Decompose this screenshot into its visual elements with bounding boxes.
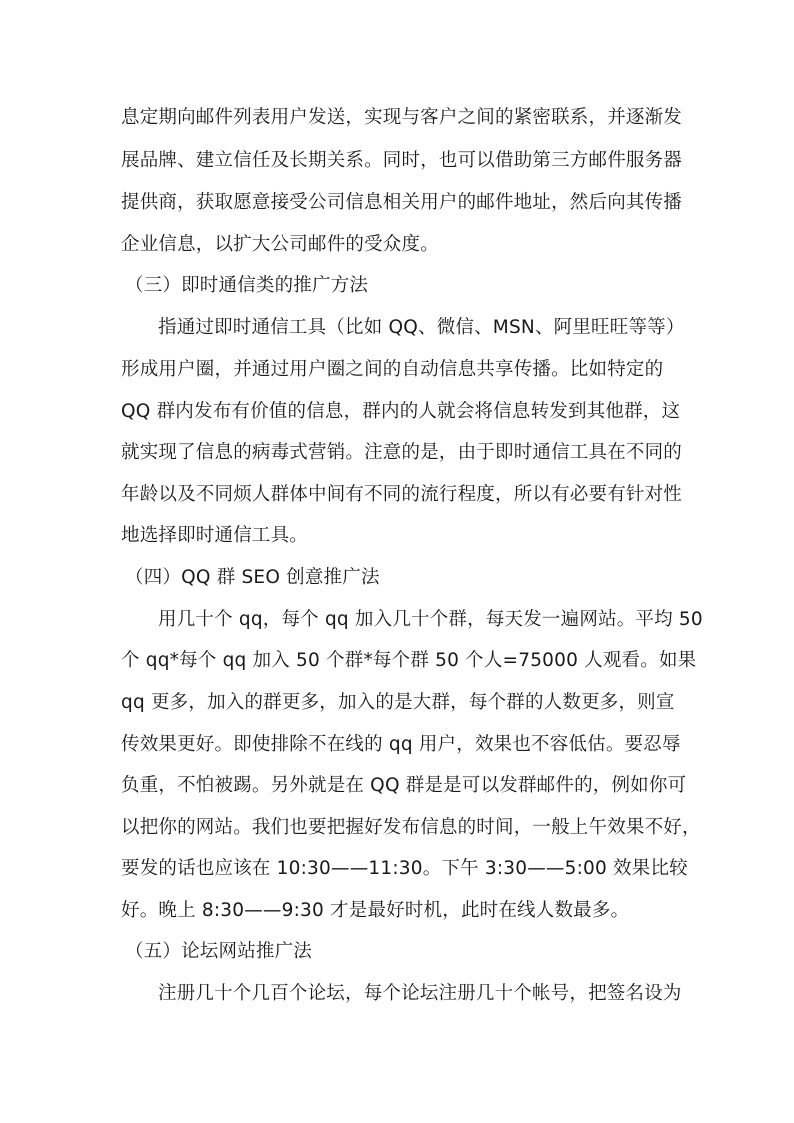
paragraph-line: 形成用户圈，并通过用户圈之间的自动信息共享传播。比如特定的 (121, 359, 664, 380)
section-heading: （三）即时通信类的推广方法 (125, 275, 369, 296)
paragraph-line: 以把你的网站。我们也要把握好发布信息的时间，一般上午效果不好， (121, 817, 701, 838)
paragraph-line: 就实现了信息的病毒式营销。注意的是，由于即时通信工具在不同的 (121, 442, 683, 463)
paragraph-line: 用几十个 qq，每个 qq 加入几十个群，每天发一遍网站。平均 50 (158, 609, 703, 630)
paragraph-line: 个 qq*每个 qq 加入 50 个群*每个群 50 个人=75000 人观看。如果 (121, 650, 697, 671)
paragraph-line: 要发的话也应该在 10:30——11:30。下午 3:30——5:00 效果比较 (121, 858, 688, 879)
paragraph-line: 息定期向邮件列表用户发送，实现与客户之间的紧密联系，并逐渐发 (121, 107, 683, 128)
paragraph-line: 好。晚上 8:30——9:30 才是最好时机，此时在线人数最多。 (121, 900, 630, 921)
paragraph-line: 指通过即时通信工具（比如 QQ、微信、MSN、阿里旺旺等等） (158, 317, 685, 338)
paragraph-line: 地选择即时通信工具。 (121, 525, 309, 546)
paragraph-line: 提供商，获取愿意接受公司信息相关用户的邮件地址，然后向其传播 (121, 192, 683, 213)
section-heading: （四）QQ 群 SEO 创意推广法 (125, 567, 380, 588)
paragraph-line: qq 更多，加入的群更多，加入的是大群，每个群的人数更多，则宣 (121, 692, 675, 713)
paragraph-line: 年龄以及不同烦人群体中间有不同的流行程度，所以有必要有针对性 (121, 484, 683, 505)
paragraph-line: 负重，不怕被踢。另外就是在 QQ 群是是可以发群邮件的，例如你可 (121, 775, 687, 796)
paragraph-line: 展品牌、建立信任及长期关系。同时，也可以借助第三方邮件服务器 (121, 150, 683, 171)
paragraph-line: QQ 群内发布有价值的信息，群内的人就会将信息转发到其他群，这 (121, 401, 681, 422)
paragraph-line: 传效果更好。即使排除不在线的 qq 用户，效果也不容低估。要忍辱 (121, 734, 681, 755)
paragraph-line: 企业信息，以扩大公司邮件的受众度。 (121, 234, 439, 255)
paragraph-line: 注册几十个几百个论坛，每个论坛注册几十个帐号，把签名设为 (158, 983, 682, 1004)
section-heading: （五）论坛网站推广法 (125, 941, 313, 962)
